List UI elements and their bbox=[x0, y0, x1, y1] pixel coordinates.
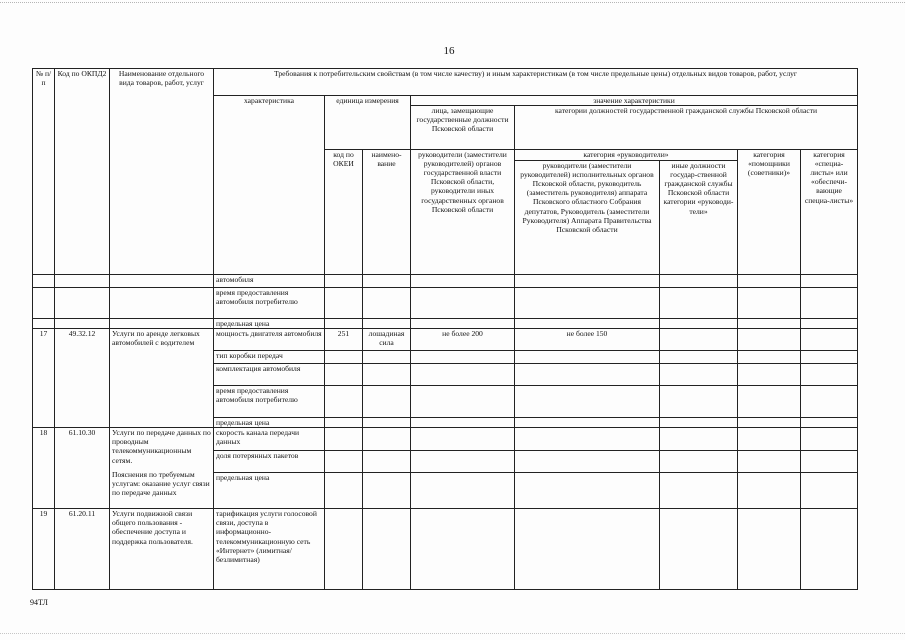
table-row bbox=[33, 288, 858, 319]
table-row bbox=[33, 275, 858, 288]
value-heads-cell: не более 200 bbox=[411, 329, 515, 351]
characteristic-cell: время предоставления автомобиля потребителю bbox=[214, 386, 325, 418]
header-cat-heads-cell bbox=[515, 150, 738, 275]
table-row bbox=[33, 319, 858, 329]
header-categories: категории должностей государственной гражданской службы Псковской области bbox=[515, 106, 858, 150]
scan-edge-top bbox=[0, 2, 905, 3]
row-name: Услуги по аренде легковых автомобилей с водителем bbox=[110, 329, 214, 428]
header-persons: лица, замещающие государственные должности Псковской области bbox=[411, 106, 515, 150]
header-num: № п/п bbox=[33, 69, 55, 275]
header-heads-exec: руководители (заместители руководителей) исполнительных органов Псковской области, руководитель (заместитель руководителя) аппарата Псковского областного Собрания депутатов, Руководитель (заместители Руководителя) Аппарата Правительства Псковской области bbox=[515, 161, 660, 274]
characteristic-cell: предельная цена bbox=[214, 319, 325, 329]
row-code: 61.20.11 bbox=[55, 509, 110, 590]
scan-edge-bottom bbox=[0, 633, 905, 634]
header-name: Наименование отдельного вида товаров, работ, услуг bbox=[110, 69, 214, 275]
characteristic-cell: скорость канала передачи данных bbox=[214, 428, 325, 451]
table-row bbox=[33, 329, 858, 351]
header-unit: единица измерения bbox=[325, 96, 411, 150]
row-name: Услуги подвижной связи общего пользования - обеспечение доступа и поддержка пользователя. bbox=[110, 509, 214, 590]
header-cat-assistants: категория «помощники (советники)» bbox=[738, 150, 801, 275]
requirements-table bbox=[32, 68, 858, 590]
header-characteristic: характеристика bbox=[214, 96, 325, 275]
row-code: 49.32.12 bbox=[55, 329, 110, 428]
table-row bbox=[33, 428, 858, 451]
header-other-positions: иные должности государ-ственной гражданской службы Псковской области категории «руководи-тели» bbox=[663, 161, 734, 216]
header-cat-specialists: категория «специа-листы» или «обеспечи-вающие специа-листы» bbox=[801, 150, 858, 275]
header-okei: код по ОКЕИ bbox=[325, 150, 363, 275]
characteristic-cell: тип коробки передач bbox=[214, 351, 325, 364]
footer-code: 94ТЛ bbox=[30, 598, 48, 607]
row-code: 61.10.30 bbox=[55, 428, 110, 509]
characteristic-cell: тарификация услуги голосовой связи, доступа в информационно-телекоммуникационную сеть «Интернет» (лимитная/безлимитная) bbox=[214, 509, 325, 590]
row-num: 18 bbox=[33, 428, 55, 509]
header-value: значение характеристики bbox=[411, 96, 858, 106]
unit-name-cell: лошадиная сила bbox=[363, 329, 411, 351]
characteristic-cell: комплектация автомобиля bbox=[214, 364, 325, 386]
okei-cell: 251 bbox=[325, 329, 363, 351]
header-cat-heads: категория «руководители» bbox=[515, 150, 737, 161]
characteristic-cell: автомобиля bbox=[214, 275, 325, 288]
row-num: 19 bbox=[33, 509, 55, 590]
row-name: Услуги по передаче данных по проводным телекоммуникационным сетям. bbox=[112, 428, 211, 465]
characteristic-cell: мощность двигателя автомобиля bbox=[214, 329, 325, 351]
header-code: Код по ОКПД2 bbox=[55, 69, 110, 275]
row-name-cell bbox=[110, 428, 214, 509]
characteristic-cell: предельная цена bbox=[214, 473, 325, 509]
header-requirements: Требования к потребительским свойствам (в том числе качеству) и иным характеристикам (в том числе предельные цены) отдельных видов товаров, работ, услуг bbox=[214, 69, 858, 96]
page-number: 16 bbox=[443, 45, 455, 57]
row-num: 17 bbox=[33, 329, 55, 428]
header-unit-name: наимено-вание bbox=[363, 150, 411, 275]
characteristic-cell: доля потерянных пакетов bbox=[214, 451, 325, 473]
characteristic-cell: время предоставления автомобиля потребителю bbox=[214, 288, 325, 319]
table-row bbox=[33, 509, 858, 590]
header-row-1 bbox=[33, 69, 858, 96]
row-note: Пояснения по требуемым услугам: оказание услуг связи по передаче данных bbox=[112, 469, 210, 497]
value-exec-cell: не более 150 bbox=[515, 329, 660, 351]
characteristic-cell: предельная цена bbox=[214, 418, 325, 428]
header-heads: руководители (заместители руководителей) органов государственной власти Псковской области, руководители иных государственных органов Псковской области bbox=[411, 150, 515, 275]
